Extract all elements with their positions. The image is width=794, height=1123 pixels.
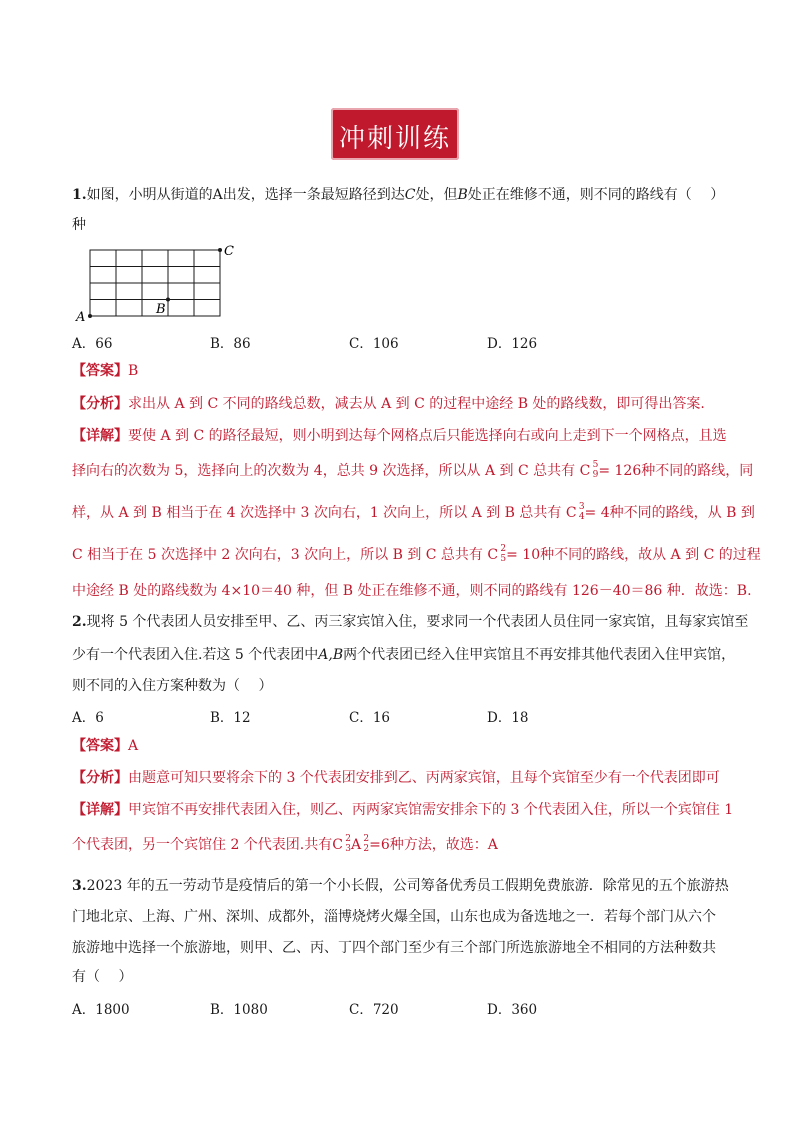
q2-stem-line-2: 少有一个代表团入住.若这 5 个代表团中A,B两个代表团已经入住甲宾馆且不再安排其他代表团入住甲宾馆， (72, 647, 736, 663)
q2-option-d: D．18 (487, 710, 529, 726)
q1-option-b: B．86 (210, 336, 251, 352)
q3-stem-line-3: 旅游地中选择一个旅游地，则甲、乙、丙、丁四个部门至少有三个部门所选旅游地全不相同的方法种数共 (72, 940, 716, 956)
q2-stem-line-3: 则不同的入住方案种数为（ ） (72, 678, 273, 694)
q3-option-a: A．1800 (72, 1002, 130, 1018)
q1-detail-line-3: 样，从 A 到 B 相当于在 4 次选择中 3 次向右，1 次向上，所以 A 到 B 总共有 C 3 4 = 4种不同的路线，从 B 到 (72, 502, 755, 522)
q1-detail-line-5: 中途经 B 处的路线数为 4×10＝40 种，但 B 处正在维修不通，则不同的路线有 126－40＝86 种．故选：B. (72, 583, 752, 599)
q1-detail-line-4: C 相当于在 5 次选择中 2 次向右，3 次向上，所以 B 到 C 总共有 C 2 5 = 10种不同的路线，故从 A 到 C 的过程 (72, 544, 761, 564)
q1-answer: 【答案】B (72, 363, 139, 379)
q2-option-c: C．16 (349, 710, 391, 726)
q1-b-label: B (457, 187, 468, 203)
q3-stem-line-1: 3.2023 年的五一劳动节是疫情后的第一个小长假，公司筹备优秀员工假期免费旅游．除常见的五个旅游热 (72, 878, 729, 894)
q1-detail-line-1: 【详解】要使 A 到 C 的路径最短，则小明到达每个网格点后只能选择向右或向上走到下一个网格点，且选 (72, 428, 727, 444)
q2-answer: 【答案】A (72, 738, 139, 754)
q1-c-label: C (404, 187, 416, 203)
banner-title: 冲刺训练 (338, 124, 451, 154)
q2-detail-line-2: 个代表团，另一个宾馆住 2 个代表团.共有C 2 3 A 2 2 =6种方法，故选：A (72, 834, 498, 854)
point-c-dot (218, 248, 222, 252)
q1-option-a: A．66 (72, 336, 113, 352)
street-grid-figure (70, 240, 250, 325)
q3-option-c: C．720 (349, 1002, 399, 1018)
q2-number: 2. (72, 614, 87, 630)
arrangement-a2-2: A 2 2 (350, 834, 370, 854)
q1-detail-line-2: 择向右的次数为 5，选择向上的次数为 4，总共 9 次选择，所以从 A 到 C 总共有 C 5 9 = 126种不同的路线，同 (72, 460, 754, 480)
q1-option-c: C．106 (349, 336, 399, 352)
q1-number: 1. (72, 187, 87, 203)
q1-stem-line-1: 1.如图，小明从街道的A出发，选择一条最短路径到达C处，但B处正在维修不通，则不同的路线有（ ） (72, 187, 725, 203)
q1-option-d: D．126 (487, 336, 538, 352)
point-b-label: B (156, 302, 166, 317)
point-a-label: A (76, 310, 86, 325)
section-banner (331, 108, 459, 160)
q2-option-b: B．12 (210, 710, 251, 726)
q2-stem-line-1: 2.现将 5 个代表团人员安排至甲、乙、丙三家宾馆入住，要求同一个代表团人员住同一家宾馆，且每家宾馆至 (72, 614, 749, 630)
q3-stem-line-2: 门地北京、上海、广州、深圳、成都外，淄博烧烤火爆全国，山东也成为备选地之一．若每个部门从六个 (72, 909, 716, 925)
q3-stem-line-4: 有（ ） (72, 969, 133, 985)
combination-c5-2: C 2 5 (487, 544, 507, 564)
q3-number: 3. (72, 878, 87, 894)
q1-stem-line-2: 种 (72, 217, 86, 233)
point-b-dot (166, 298, 170, 302)
q2-analysis: 【分析】由题意可知只要将余下的 3 个代表团安排到乙、丙两家宾馆，且每个宾馆至少有一个代表团即可 (72, 770, 720, 786)
point-a-dot (88, 314, 92, 318)
q1-analysis: 【分析】求出从 A 到 C 不同的路线总数，减去从 A 到 C 的过程中途经 B 处的路线数，即可得出答案. (72, 396, 705, 412)
point-c-label: C (224, 244, 234, 259)
combination-c4-3: C 3 4 (565, 502, 585, 522)
combination-c3-2: C 2 3 (332, 834, 351, 854)
q3-option-d: D．360 (487, 1002, 538, 1018)
q2-detail-line-1: 【详解】甲宾馆不再安排代表团入住，则乙、丙两家宾馆需安排余下的 3 个代表团入住，所以一个宾馆住 1 (72, 802, 734, 818)
q3-option-b: B．1080 (210, 1002, 268, 1018)
q2-option-a: A．6 (72, 710, 104, 726)
combination-c9-5: C 5 9 (579, 460, 599, 480)
